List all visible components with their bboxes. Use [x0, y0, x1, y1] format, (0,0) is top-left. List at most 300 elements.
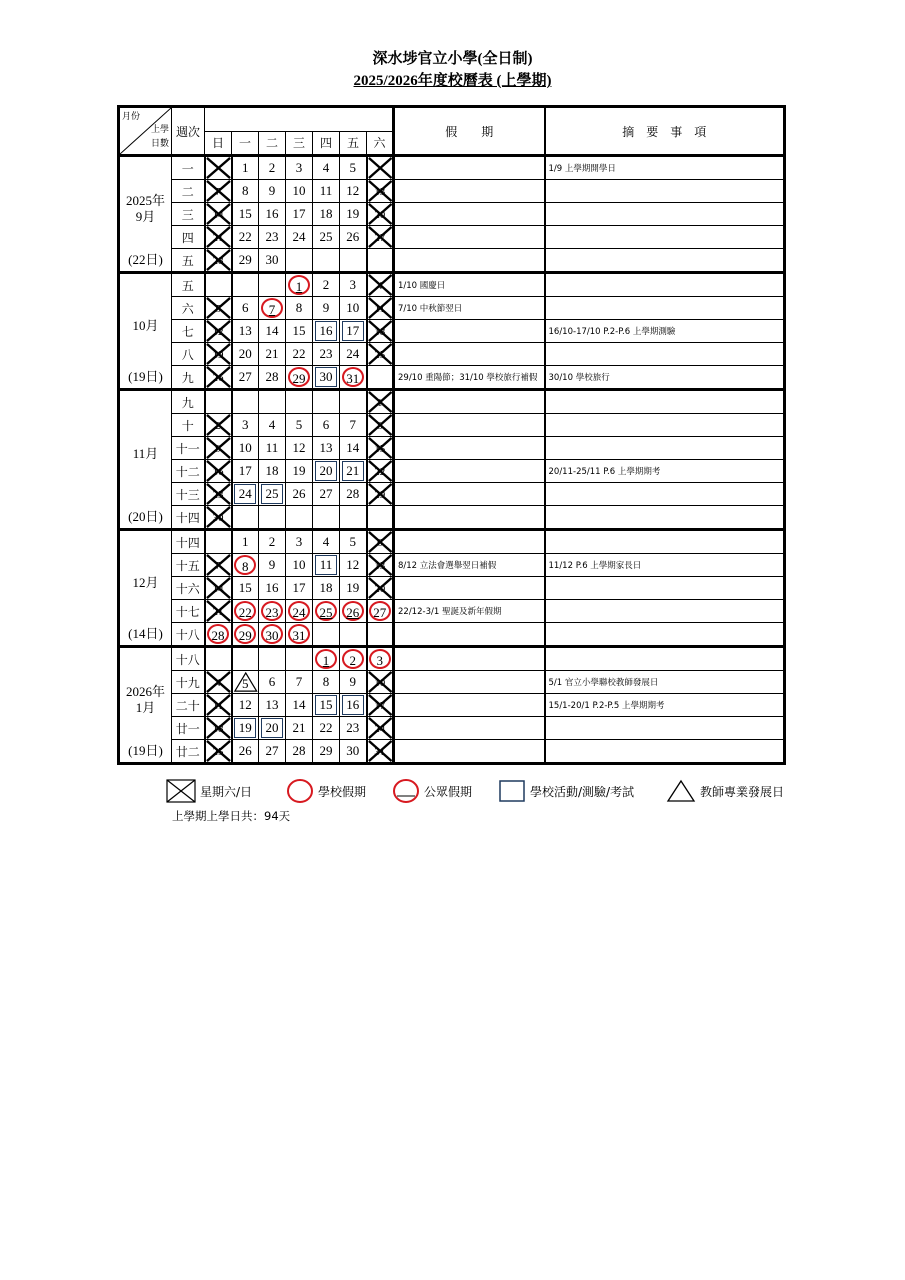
day-cell: [259, 530, 286, 554]
day-cell: [313, 740, 340, 764]
day-header: 六: [367, 131, 394, 156]
day-cell: [205, 506, 232, 530]
week-number: 十九: [172, 671, 205, 694]
weekend-date: 6: [377, 537, 383, 549]
day-cell: [286, 273, 313, 297]
date-number: 17: [238, 463, 252, 478]
day-header: 五: [340, 131, 367, 156]
school-holiday-date: 24: [288, 601, 310, 621]
day-cell: [313, 600, 340, 623]
date-number: 21: [265, 346, 279, 361]
day-cell: [232, 577, 259, 600]
legend-public-holiday: [392, 778, 472, 804]
activity-date: 16: [342, 695, 364, 715]
day-cell: [259, 647, 286, 671]
day-cell: [286, 717, 313, 740]
day-cell: [259, 273, 286, 297]
public-holiday-date: 25: [315, 601, 337, 621]
date-number: 3: [242, 417, 249, 432]
weekend-date: 12: [212, 326, 224, 338]
date-number: 14: [292, 697, 306, 712]
holiday-note: 22/12-3/1 聖誕及新年假期: [394, 600, 545, 623]
weekend-date: 18: [374, 326, 386, 338]
day-cell: [232, 414, 259, 437]
holiday-note: [394, 203, 545, 226]
legend-school-holiday: [286, 778, 366, 804]
day-cell: [232, 740, 259, 764]
day-cell: [313, 249, 340, 273]
corner-days-label: 日數: [150, 138, 169, 148]
date-number: 26: [238, 743, 252, 758]
day-cell: [286, 297, 313, 320]
day-cell: [340, 437, 367, 460]
holiday-note: [394, 343, 545, 366]
day-cell: [259, 297, 286, 320]
day-cell: [340, 623, 367, 647]
date-number: 13: [238, 323, 252, 338]
week-number: 十四: [172, 506, 205, 530]
date-number: 26: [346, 229, 360, 244]
day-cell: [367, 414, 394, 437]
date-number: 14: [346, 440, 360, 455]
legend-weekend: [166, 778, 252, 804]
day-cell: [232, 343, 259, 366]
day-cell: [286, 390, 313, 414]
day-cell: [259, 180, 286, 203]
day-cell: [313, 390, 340, 414]
day-cell: [367, 600, 394, 623]
day-cell: [259, 694, 286, 717]
school-holiday-date: 3: [369, 649, 391, 669]
day-cell: [340, 343, 367, 366]
weekend-date: 7: [215, 560, 221, 572]
corner-month-label: 月份: [122, 111, 141, 121]
day-cell: [340, 390, 367, 414]
day-cell: [313, 366, 340, 390]
weekend-date: 11: [212, 700, 224, 712]
summary-note: [545, 249, 785, 273]
day-cell: [205, 437, 232, 460]
day-cell: [259, 506, 286, 530]
date-number: 12: [346, 183, 360, 198]
summary-note: 20/11-25/11 P.6 上學期期考: [545, 460, 785, 483]
weekend-date: 13: [374, 186, 386, 198]
date-number: 22: [292, 346, 306, 361]
weekend-date: 15: [374, 443, 386, 455]
date-number: 12: [292, 440, 306, 455]
day-cell: [340, 506, 367, 530]
public-holiday-date: 1: [288, 275, 310, 295]
holiday-note: 7/10 中秋節翌日: [394, 297, 545, 320]
holiday-note: [394, 156, 545, 180]
weekend-date: 10: [374, 677, 386, 689]
day-cell: [259, 460, 286, 483]
date-number: 16: [265, 580, 279, 595]
week-number: 二十: [172, 694, 205, 717]
day-cell: [205, 249, 232, 273]
date-number: 3: [295, 534, 303, 549]
date-number: 5: [349, 160, 356, 175]
day-cell: [205, 647, 232, 671]
day-cell: [205, 180, 232, 203]
summary-note: 5/1 官立小學聯校教師發展日: [545, 671, 785, 694]
date-number: 29: [319, 743, 333, 758]
week-number: 十三: [172, 483, 205, 506]
day-cell: [205, 156, 232, 180]
day-cell: [367, 647, 394, 671]
date-number: 8: [295, 300, 303, 315]
week-number: 七: [172, 320, 205, 343]
day-cell: [232, 156, 259, 180]
triangle-icon: [666, 779, 696, 803]
weekend-date: 28: [212, 255, 224, 267]
date-number: 17: [292, 580, 306, 595]
day-cell: [205, 343, 232, 366]
day-cell: [367, 203, 394, 226]
date-number: 21: [292, 720, 306, 735]
day-cell: [232, 623, 259, 647]
day-cell: [313, 297, 340, 320]
month-name: 10月: [132, 317, 159, 333]
date-number: 1: [242, 160, 249, 175]
day-cell: [367, 483, 394, 506]
day-cell: [232, 460, 259, 483]
week-number: 十七: [172, 600, 205, 623]
day-cell: [232, 366, 259, 390]
day-cell: [232, 203, 259, 226]
day-cell: [286, 554, 313, 577]
day-cell: [367, 180, 394, 203]
date-number: 4: [268, 417, 276, 432]
month-school-days: (19日): [128, 369, 163, 384]
day-cell: [367, 717, 394, 740]
day-cell: [313, 694, 340, 717]
summary-note: [545, 740, 785, 764]
weekend-date: 14: [212, 583, 224, 595]
summary-note: 11/12 P.6 上學期家長日: [545, 554, 785, 577]
day-cell: [232, 694, 259, 717]
date-number: 9: [268, 183, 276, 198]
month-name: 11月: [132, 446, 159, 461]
holiday-note: 8/12 立法會選舉翌日補假: [394, 554, 545, 577]
day-cell: [313, 717, 340, 740]
week-number: 十一: [172, 437, 205, 460]
day-cell: [313, 554, 340, 577]
day-cell: [232, 249, 259, 273]
month-label: [119, 273, 172, 390]
day-cell: [286, 647, 313, 671]
date-number: 28: [346, 486, 360, 501]
holiday-note: [394, 180, 545, 203]
holiday-note: [394, 671, 545, 694]
weekend-date: 4: [377, 280, 383, 292]
day-cell: [367, 390, 394, 414]
weekend-date: 2: [215, 420, 221, 432]
date-number: 12: [346, 557, 360, 572]
day-cell: [367, 671, 394, 694]
day-cell: [232, 437, 259, 460]
day-cell: [313, 203, 340, 226]
date-number: 23: [319, 346, 333, 361]
day-cell: [259, 600, 286, 623]
day-cell: [286, 530, 313, 554]
legend-weekend-label: 星期六/日: [200, 784, 253, 799]
day-cell: [232, 600, 259, 623]
summary-note: 1/9 上學期開學日: [545, 156, 785, 180]
day-cell: [367, 694, 394, 717]
weekend-date: 16: [212, 466, 224, 478]
date-number: 20: [238, 346, 252, 361]
date-number: 2: [268, 160, 276, 175]
day-cell: [286, 156, 313, 180]
legend-activity-label: 學校活動/測驗/考試: [530, 784, 635, 799]
day-cell: [340, 577, 367, 600]
week-number: 十四: [172, 530, 205, 554]
red-circle-underline-icon: [392, 779, 420, 803]
weekend-date: 24: [374, 723, 386, 735]
weekend-date: 18: [212, 723, 224, 735]
day-cell: [367, 320, 394, 343]
day-cell: [232, 483, 259, 506]
day-cell: [286, 460, 313, 483]
day-cell: [367, 226, 394, 249]
day-cell: [259, 483, 286, 506]
day-cell: [259, 366, 286, 390]
date-number: 19: [346, 206, 360, 221]
date-number: 30: [346, 743, 360, 758]
date-number: 15: [238, 206, 252, 221]
day-cell: [232, 671, 259, 694]
date-number: 27: [265, 743, 279, 758]
date-number: 8: [242, 183, 249, 198]
date-number: 27: [319, 486, 333, 501]
day-cell: [286, 694, 313, 717]
date-number: 23: [265, 229, 279, 244]
week-number: 十六: [172, 577, 205, 600]
date-number: 4: [322, 534, 330, 549]
week-number: 十五: [172, 554, 205, 577]
day-cell: [340, 203, 367, 226]
date-number: 24: [292, 229, 306, 244]
date-number: 9: [322, 300, 330, 315]
date-number: 16: [265, 206, 279, 221]
weekend-cross-icon: [206, 157, 231, 179]
holiday-note: [394, 577, 545, 600]
day-cell: [205, 460, 232, 483]
day-cell: [205, 600, 232, 623]
week-number: 一: [172, 156, 205, 180]
day-cell: [259, 740, 286, 764]
day-cell: [367, 577, 394, 600]
day-cell: [340, 717, 367, 740]
day-cell: [205, 671, 232, 694]
date-number: 24: [346, 346, 360, 361]
day-cell: [313, 320, 340, 343]
public-holiday-date: 7: [261, 298, 283, 318]
day-cell: [259, 249, 286, 273]
day-cell: [340, 273, 367, 297]
day-cell: [232, 226, 259, 249]
activity-date: 16: [315, 321, 337, 341]
date-number: 5: [295, 417, 303, 432]
day-cell: [340, 554, 367, 577]
weekend-date: 19: [212, 349, 224, 361]
day-cell: [286, 180, 313, 203]
day-cell: [286, 226, 313, 249]
holiday-note: [394, 320, 545, 343]
day-cell: [232, 647, 259, 671]
day-cell: [205, 694, 232, 717]
day-header: 一: [232, 131, 259, 156]
day-cell: [313, 460, 340, 483]
day-cell: [205, 273, 232, 297]
summary-note: [545, 530, 785, 554]
school-holiday-date: 8: [234, 555, 256, 575]
day-cell: [286, 623, 313, 647]
day-cell: [232, 297, 259, 320]
corner-header: [119, 107, 172, 156]
date-number: 19: [292, 463, 306, 478]
weekend-date: 22: [374, 466, 386, 478]
weekend-date: 20: [374, 209, 386, 221]
date-number: 7: [295, 674, 303, 689]
red-circle-icon: [286, 779, 314, 803]
weekend-date: 4: [215, 677, 221, 689]
day-cell: [340, 647, 367, 671]
day-cell: [340, 156, 367, 180]
summary-note: 30/10 學校旅行: [545, 366, 785, 390]
activity-date: 20: [315, 461, 337, 481]
date-number: 15: [292, 323, 306, 338]
day-cell: [313, 530, 340, 554]
teacher-day-date: 5: [242, 676, 249, 691]
day-cell: [232, 554, 259, 577]
summary-note: [545, 273, 785, 297]
weekend-date: 29: [374, 489, 386, 501]
date-number: 28: [265, 369, 279, 384]
date-number: 3: [349, 277, 356, 292]
activity-date: 21: [342, 461, 364, 481]
month-label: [119, 156, 172, 273]
day-cell: [313, 506, 340, 530]
summary-note: [545, 506, 785, 530]
weekend-date: 8: [377, 420, 383, 432]
day-cell: [205, 623, 232, 647]
month-school-days: (14日): [128, 626, 163, 641]
holiday-note: [394, 717, 545, 740]
day-cell: [205, 577, 232, 600]
school-name: 深水埗官立小學(全日制): [372, 51, 533, 67]
day-cell: [340, 671, 367, 694]
school-holiday-date: 30: [261, 624, 283, 644]
day-cell: [340, 180, 367, 203]
day-cell: [286, 740, 313, 764]
day-header: 三: [286, 131, 313, 156]
day-cell: [340, 530, 367, 554]
weekend-date: 9: [215, 443, 221, 455]
day-cell: [367, 623, 394, 647]
day-cell: [313, 483, 340, 506]
day-cell: [259, 226, 286, 249]
weekend-date: 23: [212, 489, 224, 501]
activity-date: 20: [261, 718, 283, 738]
date-number: 8: [322, 674, 330, 689]
day-cell: [205, 390, 232, 414]
holiday-note: [394, 249, 545, 273]
day-cell: [259, 320, 286, 343]
summary-note: 16/10-17/10 P.2-P.6 上學期測驗: [545, 320, 785, 343]
date-number: 28: [292, 743, 306, 758]
day-header: 四: [313, 131, 340, 156]
date-number: 25: [319, 229, 333, 244]
day-cell: [367, 273, 394, 297]
holiday-note: [394, 414, 545, 437]
day-cell: [232, 180, 259, 203]
day-cell: [313, 437, 340, 460]
day-cell: [367, 437, 394, 460]
holiday-note: [394, 460, 545, 483]
day-cell: [205, 740, 232, 764]
legend-school-holiday-label: 學校假期: [318, 784, 367, 799]
day-cell: [232, 530, 259, 554]
date-number: 29: [238, 252, 252, 267]
days-header-blank: [205, 107, 394, 132]
day-cell: [232, 717, 259, 740]
week-number: 九: [172, 390, 205, 414]
day-cell: [286, 577, 313, 600]
week-number: 廿二: [172, 740, 205, 764]
summary-note: 15/1-20/1 P.2-P.5 上學期期考: [545, 694, 785, 717]
day-cell: [367, 297, 394, 320]
date-number: 1: [242, 534, 249, 549]
weekend-date: 27: [374, 232, 386, 244]
date-number: 10: [292, 183, 306, 198]
day-cell: [205, 414, 232, 437]
day-cell: [367, 740, 394, 764]
weekend-date: 13: [374, 560, 386, 572]
date-number: 5: [349, 534, 356, 549]
square-icon: [498, 779, 526, 803]
day-cell: [232, 273, 259, 297]
activity-date: 11: [315, 555, 337, 575]
day-cell: [205, 297, 232, 320]
school-holiday-date: 28: [207, 624, 229, 644]
week-number: 八: [172, 343, 205, 366]
day-cell: [340, 226, 367, 249]
holiday-note: [394, 226, 545, 249]
school-holiday-date: 23: [261, 601, 283, 621]
month-label: [119, 647, 172, 764]
day-cell: [205, 203, 232, 226]
activity-date: 25: [261, 484, 283, 504]
day-cell: [259, 437, 286, 460]
day-cell: [259, 671, 286, 694]
summary-note: [545, 203, 785, 226]
activity-date: 15: [315, 695, 337, 715]
weekend-date: 7: [215, 186, 221, 198]
public-holiday-date: 1: [315, 649, 337, 669]
holiday-note: [394, 623, 545, 647]
day-cell: [286, 414, 313, 437]
day-header: 二: [259, 131, 286, 156]
summary-note: [545, 343, 785, 366]
date-number: 13: [265, 697, 279, 712]
holiday-note: [394, 506, 545, 530]
date-number: 30: [265, 252, 279, 267]
month-year: 2025年: [125, 192, 165, 208]
day-cell: [286, 343, 313, 366]
day-cell: [259, 156, 286, 180]
